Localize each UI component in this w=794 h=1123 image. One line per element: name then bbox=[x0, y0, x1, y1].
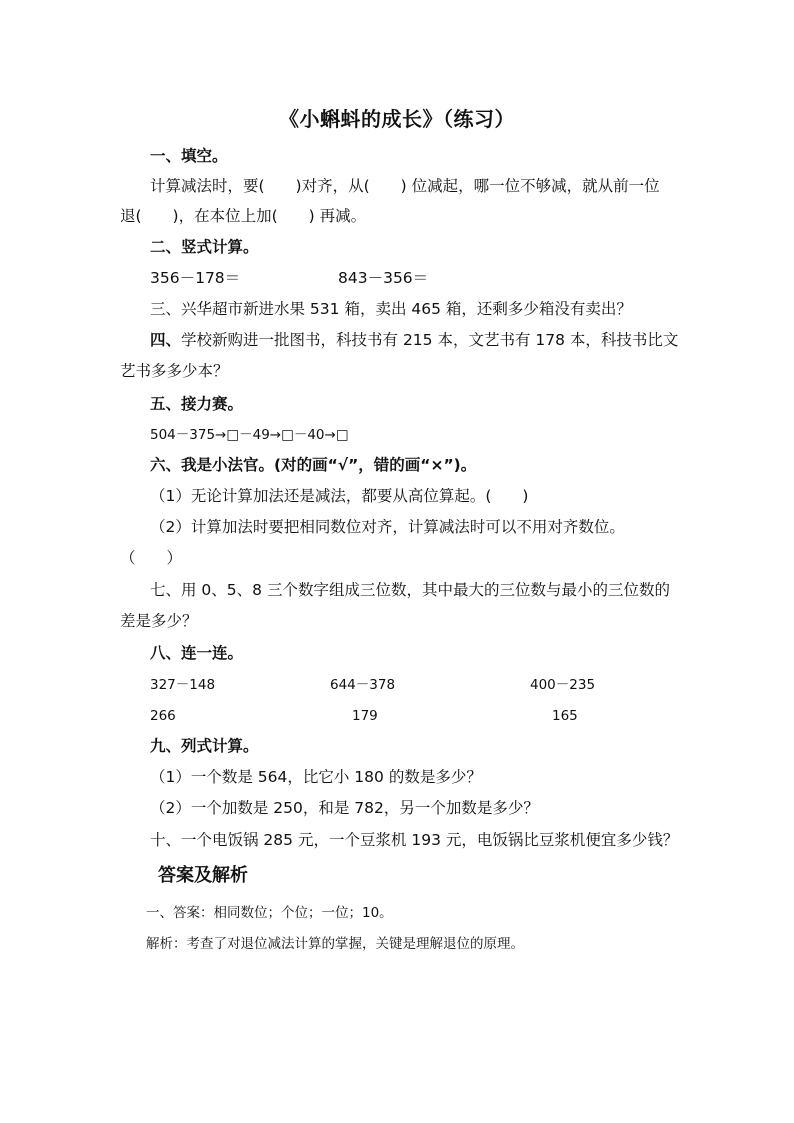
q6-item1: （1）无论计算加法还是减法，都要从高位算起。( ) bbox=[150, 487, 529, 505]
q4-line1-text: 学校新购进一批图书，科技书有 215 本，文艺书有 178 本，科技书比文 bbox=[181, 331, 679, 349]
q6-item2-bracket: （ ） bbox=[120, 549, 183, 567]
q10-text: 十、一个电饭锅 285 元，一个豆浆机 193 元，电饭锅比豆浆机便宜多少钱？ bbox=[150, 831, 679, 849]
q5-heading: 五、接力赛。 bbox=[150, 395, 244, 413]
answers-heading: 答案及解析 bbox=[158, 865, 248, 886]
q2-heading: 二、竖式计算。 bbox=[150, 238, 259, 256]
q5-chain: 504－375→□－49→□－40→□ bbox=[150, 427, 349, 443]
q4-line2: 艺书多多少本？ bbox=[120, 362, 229, 380]
q7-line2: 差是多少？ bbox=[120, 612, 198, 630]
q8-result-2: 179 bbox=[352, 708, 378, 724]
q3-text: 三、兴华超市新进水果 531 箱，卖出 465 箱，还剩多少箱没有卖出？ bbox=[150, 300, 632, 318]
q7-line1: 七、用 0、5、8 三个数字组成三位数，其中最大的三位数与最小的三位数的 bbox=[150, 581, 670, 599]
q6-item2: （2）计算加法时要把相同数位对齐，计算减法时可以不用对齐数位。 bbox=[150, 518, 625, 536]
page-title: 《小蝌蚪的成长》（练习） bbox=[279, 107, 515, 131]
q8-expr-1: 327－148 bbox=[150, 677, 216, 693]
q8-result-1: 266 bbox=[150, 708, 176, 724]
answer-1: 一、答案：相同数位；个位；一位；10。 bbox=[146, 905, 393, 921]
q2-expr1: 356－178＝ bbox=[150, 269, 241, 287]
q9-heading: 九、列式计算。 bbox=[150, 737, 259, 755]
q8-expr-3: 400－235 bbox=[530, 677, 596, 693]
q1-line1: 计算减法时，要( )对齐，从( ) 位减起，哪一位不够减，就从前一位 bbox=[150, 177, 660, 195]
q9-item1: （1）一个数是 564，比它小 180 的数是多少？ bbox=[150, 768, 482, 786]
q8-expr-2: 644－378 bbox=[330, 677, 396, 693]
q8-result-3: 165 bbox=[552, 708, 578, 724]
q9-item2: （2）一个加数是 250，和是 782，另一个加数是多少？ bbox=[150, 799, 539, 817]
q8-heading: 八、连一连。 bbox=[150, 644, 244, 662]
q1-line2: 退( )，在本位上加( ) 再减。 bbox=[120, 207, 367, 225]
q2-expr2: 843－356＝ bbox=[338, 269, 429, 287]
answer-1-explanation: 解析：考查了对退位减法计算的掌握，关键是理解退位的原理。 bbox=[146, 936, 524, 952]
q1-heading: 一、填空。 bbox=[150, 147, 228, 165]
q6-heading: 六、我是小法官。(对的画“√”，错的画“×”)。 bbox=[150, 456, 477, 474]
q4-line1 bbox=[150, 330, 678, 350]
q4-number: 四、 bbox=[150, 331, 182, 349]
